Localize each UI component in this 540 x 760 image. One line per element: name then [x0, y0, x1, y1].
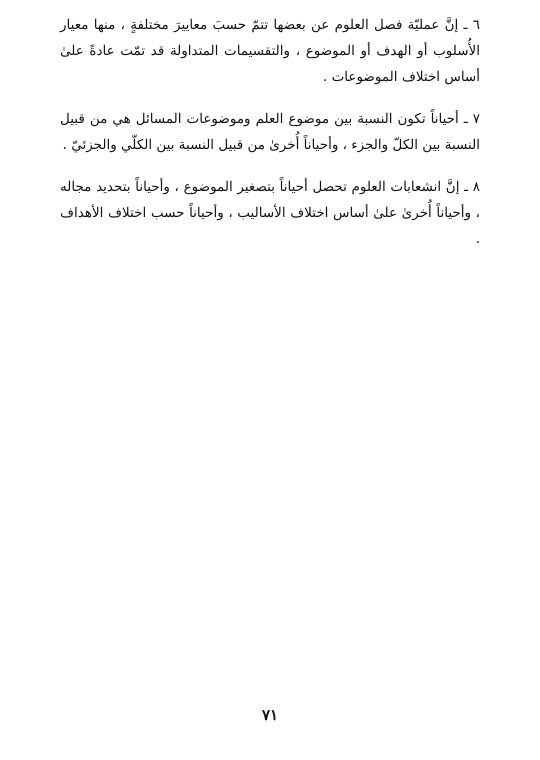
paragraph-6: ٦ ـ إنَّ عمليّة فصل العلوم عن بعضها تتمّ حسبَ معاييرَ مختلفةٍ ، منها معيار الأُسلوب أو الهدف أو الموضوع ، والتقسيمات المتداولة قد تمّت عادةً علىٰ أساس اختلاف الموضوعات . — [60, 17, 480, 85]
main-text — [60, 12, 480, 252]
page-number: ٧١ — [261, 706, 279, 724]
paragraph-8: ٨ ـ إنَّ انشعابات العلوم تحصل أحياناً بتصغير الموضوع ، وأحياناً بتحديد مجاله ، وأحياناً أُخرىٰ علىٰ أساس اختلاف الأساليب ، وأحياناً حسب اختلاف الأهداف . — [60, 179, 480, 247]
paragraph-7: ٧ ـ أحياناً تكون النسبة بين موضوع العلم وموضوعات المسائل هي من قبيل النسبة بين الكلّ والجزء ، وأحياناً أُخرىٰ من قبيل النسبة بين الكلّي والجزئيّ . — [60, 111, 480, 153]
